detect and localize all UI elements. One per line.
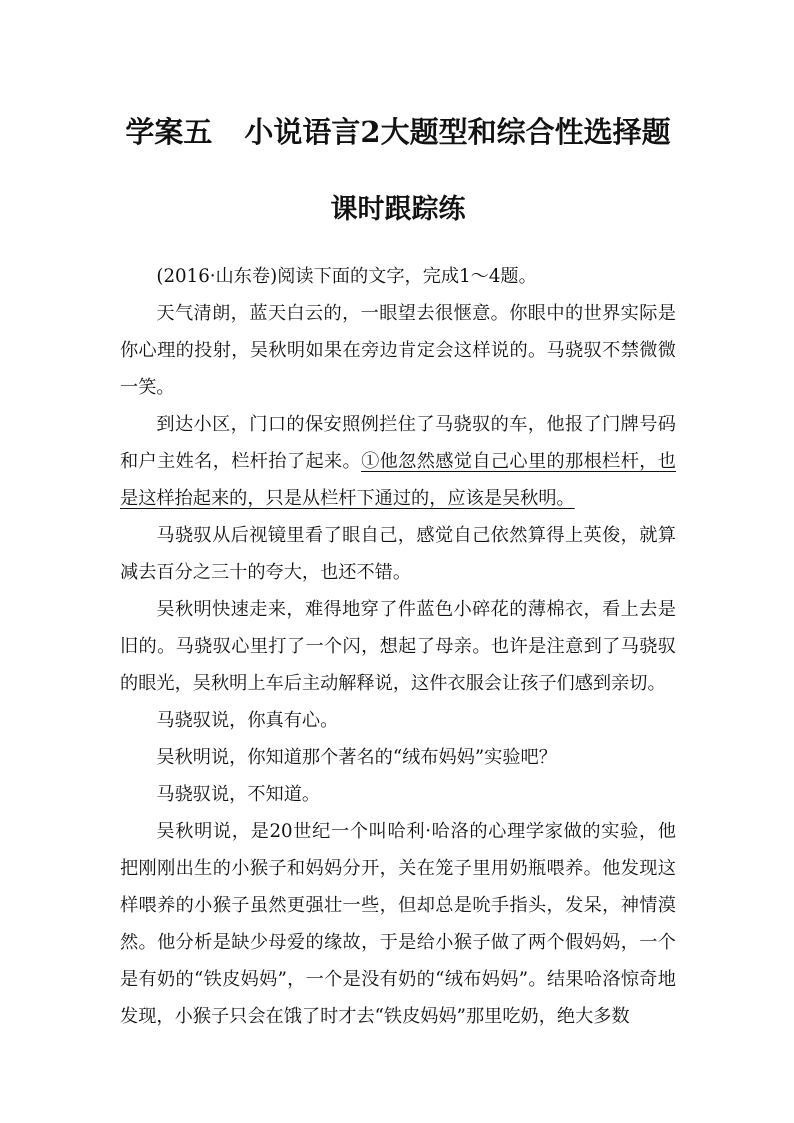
paragraph-4: 吴秋明快速走来，难得地穿了件蓝色小碎花的薄棉衣，看上去是旧的。马骁驭心里打了一个闪，想起了母亲。也许是注意到了马骁驭的眼光，吴秋明上车后主动解释说，这件衣服会让孩子们感到亲切。 [120,599,676,694]
paragraph-8: 吴秋明说，是20世纪一个叫哈利·哈洛的心理学家做的实验，他把刚刚出生的小猴子和妈妈分开，关在笼子里用奶瓶喂养。他发现这样喂养的小猴子虽然更强壮一些，但却总是吮手指头，发呆，神情漠然。他分析是缺少母爱的缘故，于是给小猴子做了两个假妈妈，一个是有奶的“铁皮妈妈”，一个是没有奶的“绒布妈妈”。结果哈洛惊奇地发现，小猴子只会在饿了时才去“铁皮妈妈”那里吃奶，绝大多数 [120,821,676,1027]
paragraph-6: 吴秋明说，你知道那个著名的“绒布妈妈”实验吧？ [156,747,557,768]
title-lesson-number: 学案五 [125,115,213,149]
question-intro: (2016·山东卷)阅读下面的文字，完成1～4题。 [156,266,537,287]
paragraph-5: 马骁驭说，你真有心。 [156,710,339,731]
page-subtitle: 课时跟踪练 [330,194,466,225]
paragraph-1: 天气清朗，蓝天白云的，一眼望去很惬意。你眼中的世界实际是你心理的投射，吴秋明如果在旁边肯定会这样说的。马骁驭不禁微微一笑。 [120,303,676,398]
paragraph-3: 马骁驭从后视镜里看了眼自己，感觉自己依然算得上英俊，就算减去百分之三十的夸大，也还不错。 [120,525,676,583]
paragraph-2-text: 到达小区，门口的保安照例拦住了马骁驭的车，他报了门牌号码和户主姓名，栏杆抬了起来。 [120,414,676,472]
article-body [120,258,676,1035]
paragraph-7: 马骁驭说，不知道。 [156,784,321,805]
page-title [110,112,686,152]
paragraph-2 [120,406,676,517]
title-topic: 小说语言2大题型和综合性选择题 [244,115,671,149]
underlined-sentence-1: ①他忽然感觉自己心里的那根栏杆，也是这样抬起来的，只是从栏杆下通过的，应该是吴秋明。 [120,451,676,509]
